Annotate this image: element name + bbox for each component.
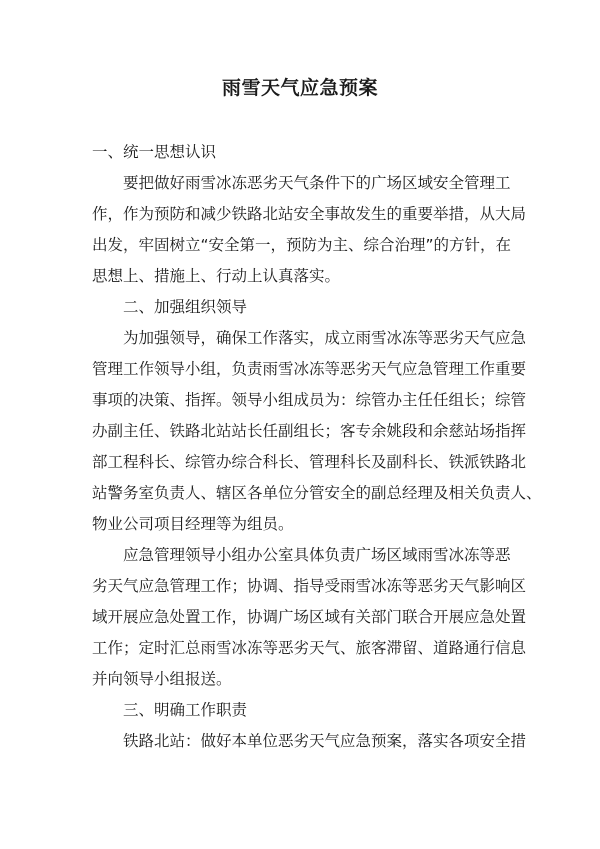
paragraph-line: 作，作为预防和减少铁路北站安全事故发生的重要举措，从大局 [92,205,527,223]
paragraph-line: 劣天气应急管理工作；协调、指导受雨雪冰冻等恶劣天气影响区 [92,577,527,595]
paragraph-line: 出发，牢固树立“安全第一，预防为主、综合治理”的方针，在 [92,236,512,254]
paragraph-line: 域开展应急处置工作，协调广场区域有关部门联合开展应急处置 [92,608,527,626]
section-heading-2: 二、加强组织领导 [123,298,248,316]
paragraph-line: 思想上、措施上、行动上认真落实。 [92,267,341,285]
section-heading-1: 一、统一思想认识 [92,143,217,161]
section-heading-3: 三、明确工作职责 [123,701,248,719]
paragraph-line: 铁路北站：做好本单位恶劣天气应急预案，落实各项安全措 [123,732,527,750]
paragraph-line: 管理工作领导小组，负责雨雪冰冻等恶劣天气应急管理工作重要 [92,360,527,378]
paragraph-line: 并向领导小组报送。 [92,670,232,688]
paragraph-line: 应急管理领导小组办公室具体负责广场区域雨雪冰冻等恶 [123,546,511,564]
paragraph-line: 为加强领导，确保工作落实，成立雨雪冰冻等恶劣天气应急 [123,329,527,347]
document-title: 雨雪天气应急预案 [221,77,378,99]
paragraph-line: 办副主任、铁路北站站长任副组长；客专余姚段和余慈站场指挥 [92,422,527,440]
paragraph-line: 工作；定时汇总雨雪冰冻等恶劣天气、旅客滞留、道路通行信息 [92,639,527,657]
paragraph-line: 事项的决策、指挥。领导小组成员为：综管办主任任组长；综管 [92,391,527,409]
section-3-paragraph-1 [92,726,527,757]
section-2-paragraph-2 [92,540,527,695]
paragraph-line: 要把做好雨雪冰冻恶劣天气条件下的广场区域安全管理工 [123,174,511,192]
section-2-paragraph-1 [92,323,542,540]
document-body [92,137,542,757]
paragraph-line: 站警务室负责人、辖区各单位分管安全的副总经理及相关负责人、 [92,484,542,502]
paragraph-line: 物业公司项目经理等为组员。 [92,515,294,533]
paragraph-line: 部工程科长、综管办综合科长、管理科长及副科长、铁派铁路北 [92,453,527,471]
section-1-paragraph-1 [92,168,527,292]
